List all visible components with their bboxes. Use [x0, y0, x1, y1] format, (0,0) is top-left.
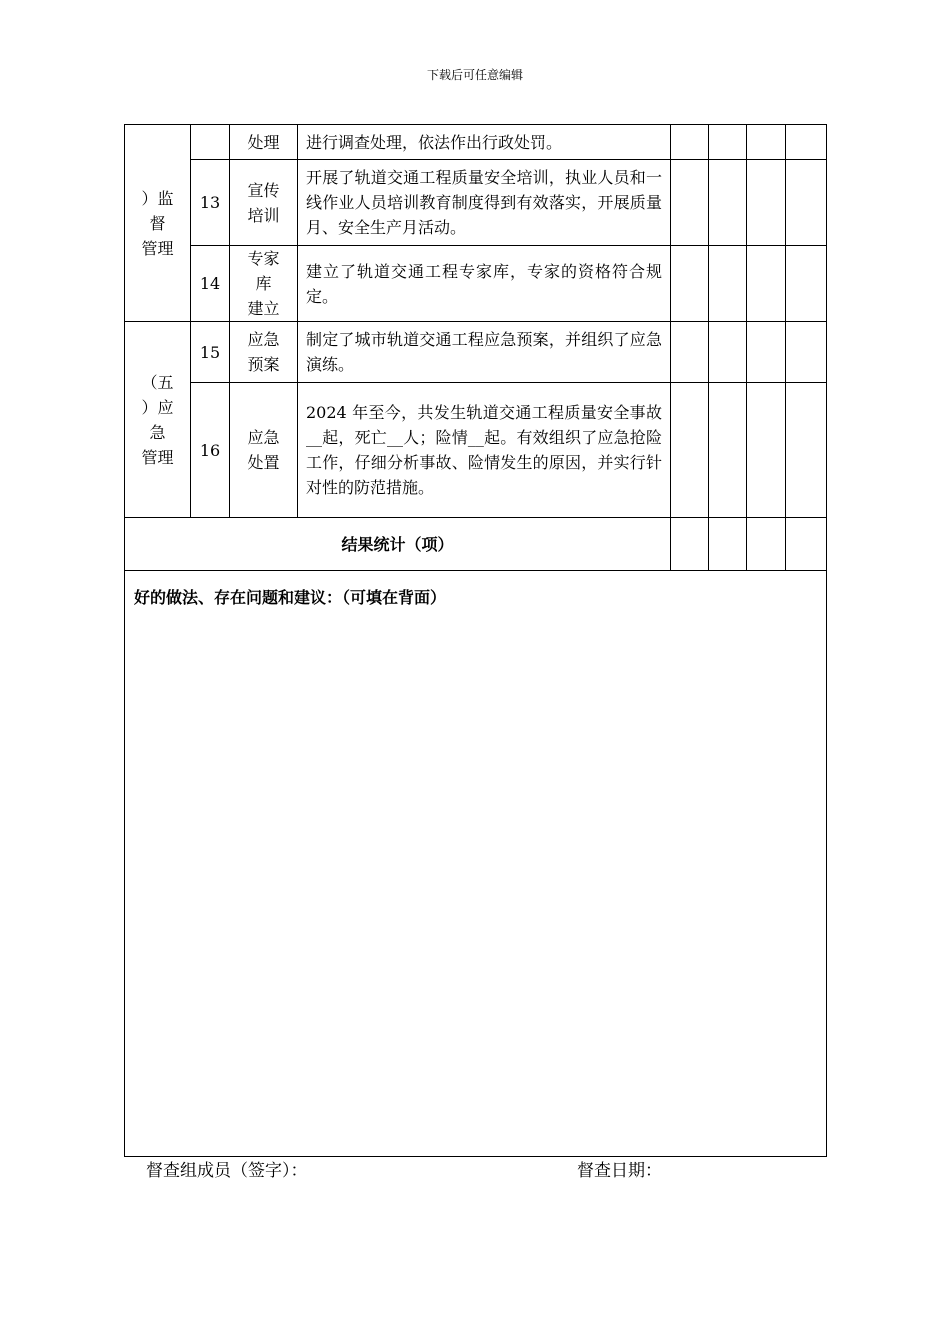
check-cell[interactable] [786, 125, 827, 160]
header-note: 下载后可任意编辑 [426, 68, 523, 82]
item-content: 建立了轨道交通工程专家库，专家的资格符合规定。 [298, 246, 671, 322]
table-row [125, 322, 827, 383]
check-cell[interactable] [709, 322, 747, 383]
check-cell[interactable] [709, 246, 747, 322]
check-cell[interactable] [747, 322, 786, 383]
stats-cell[interactable] [786, 518, 827, 571]
check-cell[interactable] [747, 160, 786, 246]
date-label: 督查日期： [577, 1161, 662, 1181]
stats-cell[interactable] [747, 518, 786, 571]
item-name: 应急 预案 [230, 322, 298, 383]
check-cell[interactable] [709, 383, 747, 518]
item-name: 处理 [230, 125, 298, 160]
item-name: 应急 处置 [230, 383, 298, 518]
row-number: 13 [191, 160, 230, 246]
check-cell[interactable] [747, 383, 786, 518]
stats-row [125, 518, 827, 571]
check-cell[interactable] [671, 246, 709, 322]
check-cell[interactable] [671, 125, 709, 160]
category-cell: ）监 督 管理 [125, 125, 191, 322]
item-name: 宣传 培训 [230, 160, 298, 246]
item-content: 开展了轨道交通工程质量安全培训，执业人员和一线作业人员培训教育制度得到有效落实，开展质量月、安全生产月活动。 [298, 160, 671, 246]
stats-cell[interactable] [709, 518, 747, 571]
check-cell[interactable] [786, 383, 827, 518]
item-content: 2024 年至今，共发生轨道交通工程质量安全事故__起，死亡__人；险情__起。有效组织了应急抢险工作，仔细分析事故、险情发生的原因，并实行针对性的防范措施。 [298, 383, 671, 518]
stats-label: 结果统计（项） [125, 518, 671, 571]
table-row [125, 160, 827, 246]
inspection-table [124, 124, 827, 1157]
check-cell[interactable] [709, 160, 747, 246]
stats-cell[interactable] [671, 518, 709, 571]
row-number: 14 [191, 246, 230, 322]
check-cell[interactable] [786, 160, 827, 246]
check-cell[interactable] [671, 160, 709, 246]
notes-row [125, 571, 827, 1157]
row-number: 15 [191, 322, 230, 383]
check-cell[interactable] [671, 322, 709, 383]
row-number: 16 [191, 383, 230, 518]
row-number [191, 125, 230, 160]
notes-area[interactable] [125, 571, 827, 1157]
table-row [125, 383, 827, 518]
check-cell[interactable] [747, 246, 786, 322]
category-cell: （五 ）应 急 管理 [125, 322, 191, 518]
table-row [125, 125, 827, 160]
check-cell[interactable] [671, 383, 709, 518]
check-cell[interactable] [786, 246, 827, 322]
table-row [125, 246, 827, 322]
notes-label: 好的做法、存在问题和建议：（可填在背面） [134, 588, 447, 607]
item-content: 制定了城市轨道交通工程应急预案，并组织了应急演练。 [298, 322, 671, 383]
signature-label: 督查组成员（签字）： [146, 1161, 308, 1181]
item-content: 进行调查处理，依法作出行政处罚。 [298, 125, 671, 160]
check-cell[interactable] [709, 125, 747, 160]
check-cell[interactable] [747, 125, 786, 160]
item-name: 专家 库 建立 [230, 246, 298, 322]
check-cell[interactable] [786, 322, 827, 383]
